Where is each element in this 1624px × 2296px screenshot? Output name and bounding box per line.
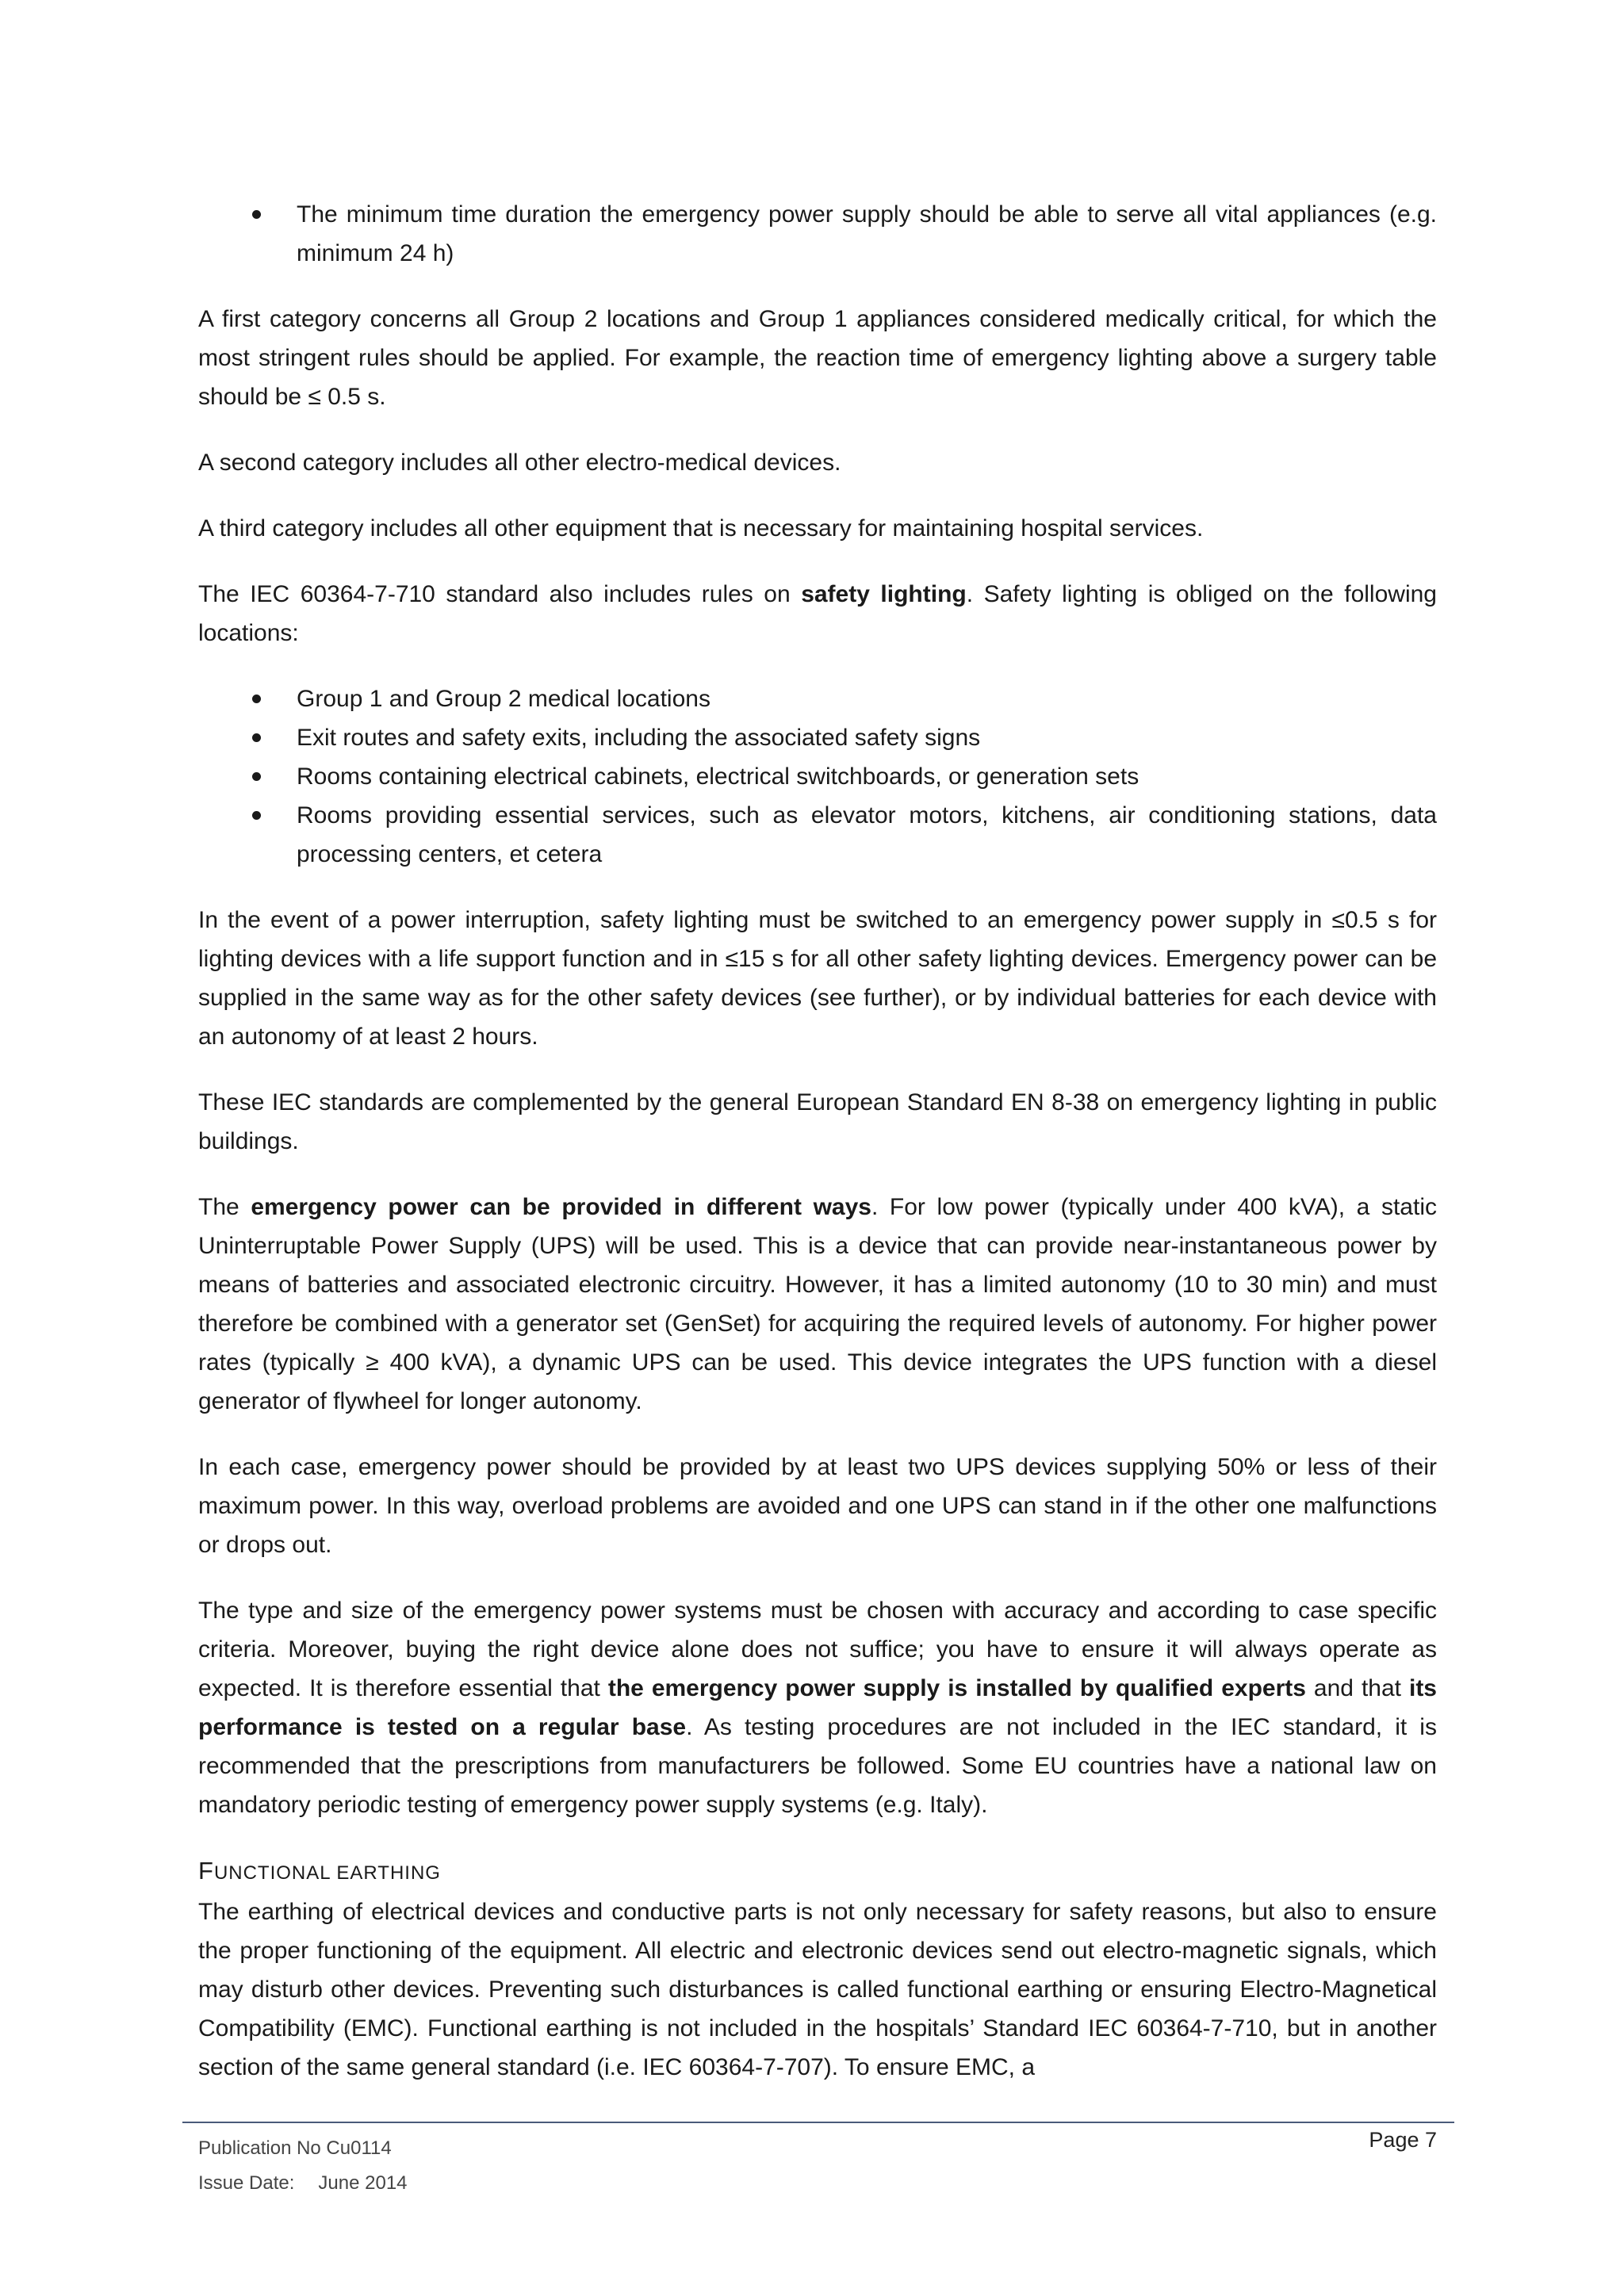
text-run: The type and size of the emergency power systems must be chosen with accuracy and according to case specific criteria. Moreover, buying the right device alone does not suffice; you have to ensure it will always operate as expected. It is therefore essential that [198,1598,1437,1701]
issue-date-value: June 2014 [318,2172,408,2194]
paragraph-second-category: A second category includes all other electro-medical devices. [198,450,841,476]
issue-date-label: Issue Date: [198,2172,295,2194]
text-run: The IEC 60364-7-710 standard also includes rules on [198,581,802,607]
text-run: . For low power (typically under 400 kVA), a static Uninterruptable Power Supply (UPS) will be used. This is a device that can provide near-instantaneous power by means of batteries and associated electronic circuitry. However, it has a limited autonomy (10 to 30 min) and must therefore be combined with a generator set (GenSet) for acquiring the required levels of autonomy. For higher power rates (typically ≥ 400 kVA), a dynamic UPS can be used. This device integrates the UPS function with a diesel generator of flywheel for longer autonomy. [198,1194,1437,1414]
bold-text: emergency power can be provided in different ways [251,1194,871,1220]
paragraph-first-category: A first category concerns all Group 2 locations and Group 1 appliances considered medically critical, for which the most stringent rules should be applied. For example, the reaction time of emergency lighting above a surgery table should be ≤ 0.5 s. [198,306,1437,410]
bold-text: safety lighting [801,581,967,607]
text-run: The [198,1194,251,1220]
text-run: . As testing procedures are not included in the IEC standard, it is recommended that the prescriptions from manufacturers be followed. Some EU countries have a national law on mandatory periodic testing of emergency power supply systems (e.g. Italy). [198,1714,1437,1818]
bold-text: its performance is tested on a regular base [198,1675,1437,1740]
page-number: Page 7 [1369,2128,1437,2152]
document-body [198,195,1437,2114]
issue-date-row [198,2166,408,2201]
footer-info [198,2131,408,2201]
list-item: Rooms containing electrical cabinets, electrical switchboards, or generation sets [198,757,1437,796]
publication-number: Publication No Cu0114 [198,2137,392,2159]
paragraph-emergency-power-ways [198,1188,1437,1421]
list-item: Group 1 and Group 2 medical locations [198,679,1437,718]
safety-lighting-locations-list [198,679,1437,874]
vital-appliances-list [198,195,1437,273]
footer-divider [182,2122,1454,2123]
list-item: Exit routes and safety exits, including the associated safety signs [198,718,1437,757]
paragraph-third-category: A third category includes all other equipment that is necessary for maintaining hospital services. [198,515,1204,541]
heading-rest: UNCTIONAL EARTHING [213,1862,441,1884]
heading-initial: F [198,1857,214,1885]
paragraph-functional-earthing: The earthing of electrical devices and conductive parts is not only necessary for safety reasons, but also to ensure the proper functioning of the equipment. All electric and electronic devices send out electro-magnetic signals, which may disturb other devices. Preventing such disturbances is called functional earthing or ensuring Electro-Magnetical Compatibility (EMC). Functional earthing is not included in the hospitals’ Standard IEC 60364-7-710, but in another section of the same general standard (i.e. IEC 60364-7-707). To ensure EMC, a [198,1899,1437,2080]
paragraph-power-interruption: In the event of a power interruption, safety lighting must be switched to an emergency power supply in ≤0.5 s for lighting devices with a life support function and in ≤15 s for all other safety lighting devices. Emergency power can be supplied in the same way as for the other safety devices (see further), or by individual batteries for each device with an autonomy of at least 2 hours. [198,907,1437,1050]
text-run: . Safety lighting is obliged on the following locations: [198,581,1437,646]
list-item: Rooms providing essential services, such as elevator motors, kitchens, air conditioning stations, data processing centers, et cetera [198,796,1437,874]
paragraph-ups-devices: In each case, emergency power should be provided by at least two UPS devices supplying 50% or less of their maximum power. In this way, overload problems are avoided and one UPS can stand in if the other one malfunctions or drops out. [198,1454,1437,1558]
section-heading-functional-earthing [198,1851,1437,1892]
paragraph-iec-standards: These IEC standards are complemented by the general European Standard EN 8-38 on emergency lighting in public buildings. [198,1089,1437,1154]
bold-text: the emergency power supply is installed by qualified experts [607,1675,1306,1701]
text-run: and that [1305,1675,1409,1701]
paragraph-safety-lighting [198,575,1437,652]
paragraph-type-and-size [198,1591,1437,1824]
list-item: The minimum time duration the emergency power supply should be able to serve all vital appliances (e.g. minimum 24 h) [198,195,1437,273]
